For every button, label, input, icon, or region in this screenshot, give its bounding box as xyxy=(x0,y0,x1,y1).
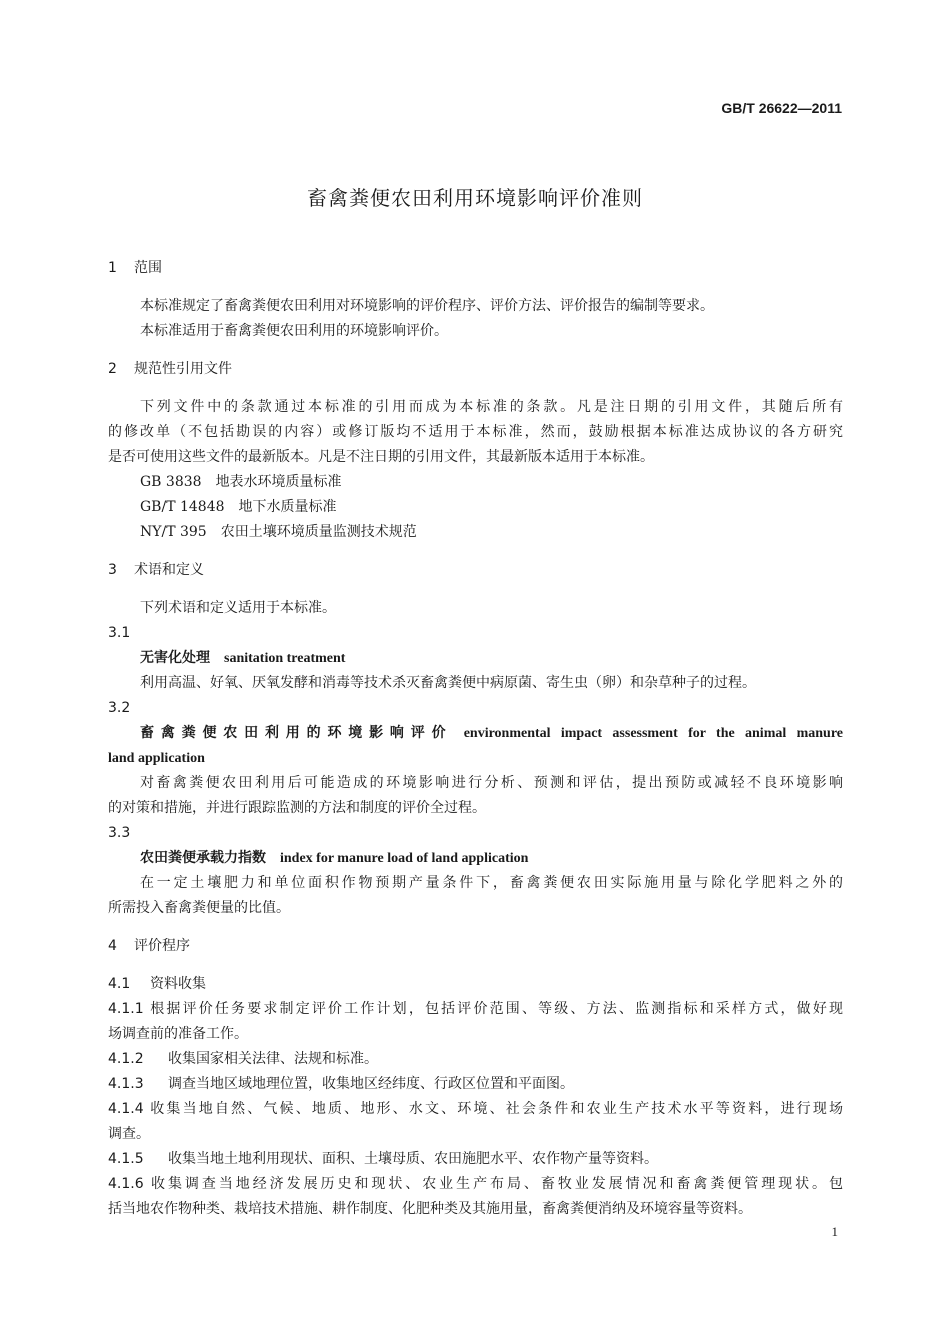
term-definition: 所需投入畜禽粪便量的比值。 xyxy=(108,900,290,916)
paragraph-line: 下列文件中的条款通过本标准的引用而成为本标准的条款。凡是注日期的引用文件，其随后所有 xyxy=(140,399,843,415)
term-heading xyxy=(108,846,843,871)
section-title: 范围 xyxy=(134,260,162,276)
reference-code: NY/T 395 xyxy=(140,524,207,540)
term-definition: 在一定土壤肥力和单位面积作物预期产量条件下，畜禽粪便农田实际施用量与除化学肥料之外的 xyxy=(140,875,843,891)
clause-text: 收集当地土地利用现状、面积、土壤母质、农田施肥水平、农作物产量等资料。 xyxy=(168,1151,658,1167)
clause-line: 括当地农作物种类、栽培技术措施、耕作制度、化肥种类及其施用量，畜禽粪便消纳及环境容量等资料。 xyxy=(108,1201,752,1217)
term-zh: 无害化处理 xyxy=(140,650,210,666)
standard-code: GB/T 26622—2011 xyxy=(721,100,842,116)
clause-line xyxy=(108,1172,843,1197)
document-body xyxy=(108,256,843,1222)
term-definition: 利用高温、好氧、厌氧发酵和消毒等技术杀灭畜禽粪便中病原菌、寄生虫（卵）和杂草种子的过程。 xyxy=(140,675,756,691)
subsection-title: 资料收集 xyxy=(150,976,206,992)
section-4-heading xyxy=(108,934,843,959)
reference-name: 农田土壤环境质量监测技术规范 xyxy=(220,524,417,540)
clause-text: 收集国家相关法律、法规和标准。 xyxy=(168,1051,378,1067)
clause-line: 场调查前的准备工作。 xyxy=(108,1026,248,1042)
paragraph-line: 的修改单（不包括勘误的内容）或修订版均不适用于本标准，然而，鼓励根据本标准达成协议的各方研究 xyxy=(108,424,843,440)
section-number: 3 xyxy=(108,562,117,578)
reference-name: 地表水环境质量标准 xyxy=(215,474,342,490)
page-number: 1 xyxy=(831,1224,838,1239)
reference-item xyxy=(108,495,843,520)
reference-code: GB 3838 xyxy=(140,474,202,490)
term-definition: 对畜禽粪便农田利用后可能造成的环境影响进行分析、预测和评估，提出预防或减轻不良环境影响 xyxy=(140,775,843,791)
term-number: 3.2 xyxy=(108,700,131,716)
clause-number: 4.1.4 xyxy=(108,1101,144,1117)
clause-line: 调查。 xyxy=(108,1126,150,1142)
clause-text: 根据评价任务要求制定评价工作计划，包括评价范围、等级、方法、监测指标和采样方式，做好现 xyxy=(150,1001,843,1017)
paragraph: 本标准规定了畜禽粪便农田利用对环境影响的评价程序、评价方法、评价报告的编制等要求。 xyxy=(140,298,714,314)
clause-number: 4.1.5 xyxy=(108,1151,144,1167)
paragraph-line: 是否可使用这些文件的最新版本。凡是不注日期的引用文件，其最新版本适用于本标准。 xyxy=(108,449,654,465)
section-title: 评价程序 xyxy=(134,938,190,954)
clause-line xyxy=(108,1047,843,1072)
term-zh: 畜禽粪便农田利用的环境影响评价 xyxy=(140,725,453,741)
reference-item xyxy=(108,520,843,545)
term-number: 3.1 xyxy=(108,625,131,641)
subsection-number: 4.1 xyxy=(108,976,131,992)
term-en: sanitation treatment xyxy=(224,651,346,666)
clause-number: 4.1.1 xyxy=(108,1001,144,1017)
section-1-heading xyxy=(108,256,843,281)
term-number: 3.3 xyxy=(108,825,131,841)
section-title: 术语和定义 xyxy=(134,562,204,578)
term-en-continued: land application xyxy=(108,751,205,766)
clause-line xyxy=(108,1072,843,1097)
clause-number: 4.1.2 xyxy=(108,1051,144,1067)
clause-line xyxy=(108,997,843,1022)
document-title: 畜禽粪便农田利用环境影响评价准则 xyxy=(307,186,643,210)
clause-text: 收集调查当地经济发展历史和现状、农业生产布局、畜牧业发展情况和畜禽粪便管理现状。包 xyxy=(151,1176,843,1192)
section-title: 规范性引用文件 xyxy=(134,361,232,377)
reference-code: GB/T 14848 xyxy=(140,499,225,515)
subsection-heading xyxy=(108,972,843,997)
section-2-heading xyxy=(108,357,843,382)
term-heading xyxy=(108,721,843,746)
reference-name: 地下水质量标准 xyxy=(238,499,337,515)
clause-number: 4.1.6 xyxy=(108,1176,144,1192)
term-en: environmental impact assessment for the animal manure xyxy=(463,726,843,741)
clause-text: 收集当地自然、气候、地质、地形、水文、环境、社会条件和农业生产技术水平等资料，进行现场 xyxy=(150,1101,843,1117)
paragraph: 下列术语和定义适用于本标准。 xyxy=(140,600,336,616)
reference-item xyxy=(108,470,843,495)
clause-text: 调查当地区域地理位置，收集地区经纬度、行政区位置和平面图。 xyxy=(168,1076,574,1092)
section-number: 2 xyxy=(108,361,117,377)
term-zh: 农田粪便承载力指数 xyxy=(140,850,266,866)
clause-number: 4.1.3 xyxy=(108,1076,144,1092)
section-3-heading xyxy=(108,558,843,583)
section-number: 1 xyxy=(108,260,117,276)
term-heading xyxy=(108,646,843,671)
clause-line xyxy=(108,1147,843,1172)
term-en: index for manure load of land application xyxy=(280,851,529,866)
clause-line xyxy=(108,1097,843,1122)
term-definition: 的对策和措施，并进行跟踪监测的方法和制度的评价全过程。 xyxy=(108,800,486,816)
paragraph: 本标准适用于畜禽粪便农田利用的环境影响评价。 xyxy=(140,323,448,339)
section-number: 4 xyxy=(108,938,117,954)
